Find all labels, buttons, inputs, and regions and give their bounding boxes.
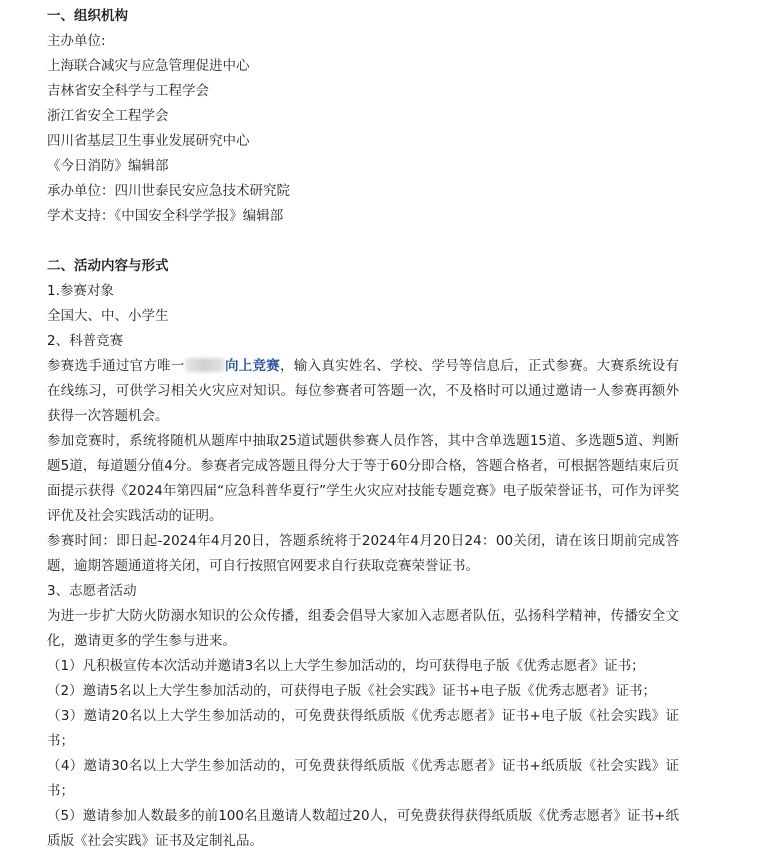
quiz-paragraph-entry	[47, 354, 679, 429]
host-item: 浙江省安全工程学会	[47, 108, 169, 124]
quiz-paragraph-time: 参赛时间：即日起-2024年4月20日，答题系统将于2024年4月20日24：00关闭，请在该日期前完成答题，逾期答题通道将关闭，可自行按照官网要求自行获取竞赛荣誉证书。	[47, 533, 679, 574]
subsection-title-participants: 1.参赛对象	[47, 283, 114, 299]
spacer	[47, 229, 687, 254]
participants-text: 全国大、中、小学生	[47, 308, 169, 324]
redacted-mark	[185, 358, 225, 372]
volunteer-item: （2）邀请5名以上大学生参加活动的，可获得电子版《社会实践》证书+电子版《优秀志愿者》证书；	[47, 683, 656, 699]
volunteer-item: （1）凡积极宣传本次活动并邀请3名以上大学生参加活动的，均可获得电子版《优秀志愿者》证书；	[47, 658, 645, 674]
host-item: 《今日消防》编辑部	[47, 158, 169, 174]
volunteer-intro: 为进一步扩大防火防溺水知识的公众传播，组委会倡导大家加入志愿者队伍，弘扬科学精神，传播安全文化，邀请更多的学生参与进来。	[47, 608, 679, 649]
organizer-line: 承办单位：四川世泰民安应急技术研究院	[47, 183, 290, 199]
entry-text-post: ，输入真实姓名、学校、学号等信息后，正式参赛。大赛系统设有在线练习，可供学习相关火灾应对知识。每位参赛者可答题一次，不及格时可以通过邀请一人参赛再额外获得一次答题机会。	[47, 358, 680, 424]
section-heading-activity: 二、活动内容与形式	[47, 258, 169, 274]
host-item: 上海联合减灾与应急管理促进中心	[47, 58, 250, 74]
academic-support-line: 学术支持：《中国安全科学学报》编辑部	[47, 208, 284, 224]
contest-link[interactable]: 向上竞赛	[224, 358, 281, 374]
quiz-paragraph-rules: 参加竞赛时，系统将随机从题库中抽取25道试题供参赛人员作答，其中含单选题15道、多选题5道、判断题5道，每道题分值4分。参赛者完成答题且得分大于等于60分即合格，答题合格者，可根据答题结束后页面提示获得《2024年第四届“应急科普华夏行”学生火灾应对技能专题竞赛》电子版荣誉证书，可作为评奖评优及社会实践活动的证明。	[47, 433, 679, 524]
volunteer-item: （3）邀请20名以上大学生参加活动的，可免费获得纸质版《优秀志愿者》证书+电子版《社会实践》证书；	[47, 708, 679, 749]
host-item: 四川省基层卫生事业发展研究中心	[47, 133, 250, 149]
subsection-title-volunteer: 3、志愿者活动	[47, 583, 137, 599]
entry-text-pre: 参赛选手通过官方唯一	[47, 358, 185, 374]
volunteer-item: （5）邀请参加人数最多的前100名且邀请人数超过20人，可免费获得获得纸质版《优秀志愿者》证书+纸质版《社会实践》证书及定制礼品。	[47, 808, 679, 849]
volunteer-item: （4）邀请30名以上大学生参加活动的，可免费获得纸质版《优秀志愿者》证书+纸质版《社会实践》证书；	[47, 758, 679, 799]
host-label: 主办单位:	[47, 33, 106, 49]
host-item: 吉林省安全科学与工程学会	[47, 83, 209, 99]
section-heading-organization: 一、组织机构	[47, 8, 128, 24]
subsection-title-quiz: 2、科普竞赛	[47, 333, 124, 349]
